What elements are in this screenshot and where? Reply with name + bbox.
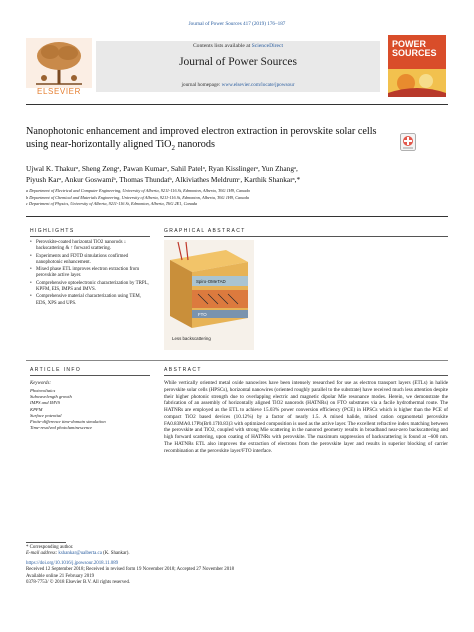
elsevier-logo[interactable] [26,38,92,96]
graphic-label-top: Spiro-OMeTAD [196,279,226,284]
journal-title: Journal of Power Sources [179,56,297,68]
affiliation-rule [26,216,448,217]
homepage-link[interactable]: www.elsevier.com/locate/jpowsour [221,82,295,88]
contents-line [96,43,380,49]
cover-title [392,40,437,58]
elsevier-tree-icon [26,38,92,88]
email-label: E-mail address: [26,551,59,557]
graphical-abstract-heading: GRAPHICAL ABSTRACT [164,228,246,234]
graphical-abstract-image[interactable] [164,240,254,350]
doi-link[interactable]: https://doi.org/10.1016/j.jpowsour.2018.11.089 [26,560,119,566]
publisher-name: ELSEVIER [37,87,81,96]
mid-rule [26,360,448,361]
authors-line-2[interactable]: Piyush Karᵃ, Ankur Goswamiᵇ, Thomas Thundatᵇ, Alkiviathes Meldrumᶜ, Karthik Shankarᵃ,* [26,174,301,184]
highlight-item: • Mixed phase ETL improves electron extraction from perovskite active layer. [30,267,150,280]
keywords-list [30,388,150,431]
received-dates: Received 12 September 2018; Received in revised form 19 November 2018; Accepted 27 November 2018 [26,567,235,573]
keyword-item: KPFM [30,406,43,412]
article-info-heading: ARTICLE INFO [30,367,82,373]
graphical-abstract-rule [164,236,448,237]
keyword-item: Finite-difference time-domain simulation [30,419,106,425]
homepage-line [96,82,380,88]
journal-reference[interactable]: Journal of Power Sources 417 (2019) 176–187 [188,21,286,27]
title-main: Nanophotonic enhancement and improved electron extraction in perovskite solar cells using near-horizontally aligned TiO [26,126,377,150]
footnote-rule [26,542,66,543]
online-date: Available online 21 February 2019 [26,573,95,579]
highlights-list [30,240,150,308]
keyword-item: Photovoltaics [30,388,56,393]
keyword-item: Surface potential [30,412,62,418]
affiliation-c: c Department of Physics, University of Alberta, 9211-116 St, Edmonton, Alberta, T6G 2E1, Canada [26,201,198,207]
homepage-prefix: journal homepage: [181,82,222,88]
author-list [26,164,446,185]
affiliations [26,188,446,208]
authors-line-1[interactable]: Ujwal K. Thakurᵃ, Sheng Zengᵃ, Pawan Kumarᵃ, Sahil Patelᵃ, Ryan Kisslingerᵃ, Yun Zhangᵃ, [26,164,298,173]
graphic-label-bottom: Less backscattering [172,336,211,341]
article-info-rule [30,375,150,376]
keyword-item: IMPS and IMVS [30,400,61,406]
header-rule [26,104,448,105]
highlight-item: • Comprehensive optoelectronic characterization by TRPL, KPFM, EIS, IMPS and IMVS. [30,281,150,294]
cover-art-icon [388,69,446,97]
highlight-item: • Experiments and FDTD simulations confirmed nanophotonic enhancement. [30,254,150,267]
journal-header [26,33,448,97]
highlights-heading: HIGHLIGHTS [30,228,75,234]
highlight-item: • Perovskite-coated horizontal TiO2 nanorods ↓ backscattering & ↑ forward scattering. [30,240,150,253]
journal-cover[interactable] [388,35,446,97]
highlights-rule [30,236,150,237]
sciencedirect-link[interactable]: ScienceDirect [251,43,284,49]
crossmark-icon[interactable] [400,133,416,151]
email-link[interactable]: kshankar@ualberta.ca [58,551,102,557]
keywords-label: Keywords: [30,381,52,386]
highlight-item: • Comprehensive material characterization using TEM, EDS, XPS and UPS. [30,294,150,307]
title-subscript: 2 [171,143,176,152]
affiliation-b: b Department of Chemical and Materials Engineering, University of Alberta, 9211-116 St, Edmonton, Alberta, T6G 1H9, Canada [26,194,249,200]
abstract-text: While vertically oriented metal oxide nanowires have been intensely researched for use as electron transport layers (ETLs) in halide perovskite solar cells (HPSCs), horizontal nanowires (oriented roughly parallel to the substrate) have received much less attention despite their higher photonic strength due to overlapping electric and magnetic dipolar Mie resonance modes. Herein, we demonstrate the fabrication of an assembly of horizontally aligned TiO2 nanorods (HATNRs) on FTO substrates via a facile hydrothermal route. The HATNRs are employed as the ETL to achieve 15.03% power conversion efficiency (PCE) in HPSCs which is higher than the PCE of compact TiO2 based devices (10.12%) by a factor of nearly 1.5. A mixed halide, mixed cation organometal perovskite FA0.83MA0.17Pb(Br0.17I0.83)3 with optimized composition is used as the active layer. The excellent refractive index matching between the perovskite and TiO2, coupled with strong Mie scattering in the nanorod geometry results in broadband near-zero backscattering and high forward scattering, upon coating of HATNRs with perovskite. The maximum suppression of backscattering is found at ~600 nm. The HATNRs ETL also improves the extraction of electrons from the perovskite layer and results in superior blocking of carrier recombination at the perovskite layer/FTO interface. [164,380,448,454]
graphic-label-fto: FTO [198,312,207,317]
corresponding-author-note: * Corresponding author. [26,545,74,550]
keyword-item: Time-resolved photoluminescence [30,425,93,431]
email-suffix: (K. Shankar). [101,551,130,557]
abstract-heading: ABSTRACT [164,367,202,373]
contents-prefix: Contents lists available at [192,43,252,49]
cover-title-line1: POWER [392,39,427,49]
paper-title [26,126,392,154]
copyright-line: 0378-7753/ © 2018 Elsevier B.V. All rights reserved. [26,580,131,586]
keyword-item: Subwavelength growth [30,394,72,400]
affiliation-a: a Department of Electrical and Computer Engineering, University of Alberta, 9211-116 St, Edmonton, Alberta, T6G 1H9, Canada [26,188,250,193]
title-end: nanorods [175,138,215,150]
abstract-rule [164,375,448,376]
footnotes [26,545,446,586]
cover-title-line2: SOURCES [392,48,437,58]
